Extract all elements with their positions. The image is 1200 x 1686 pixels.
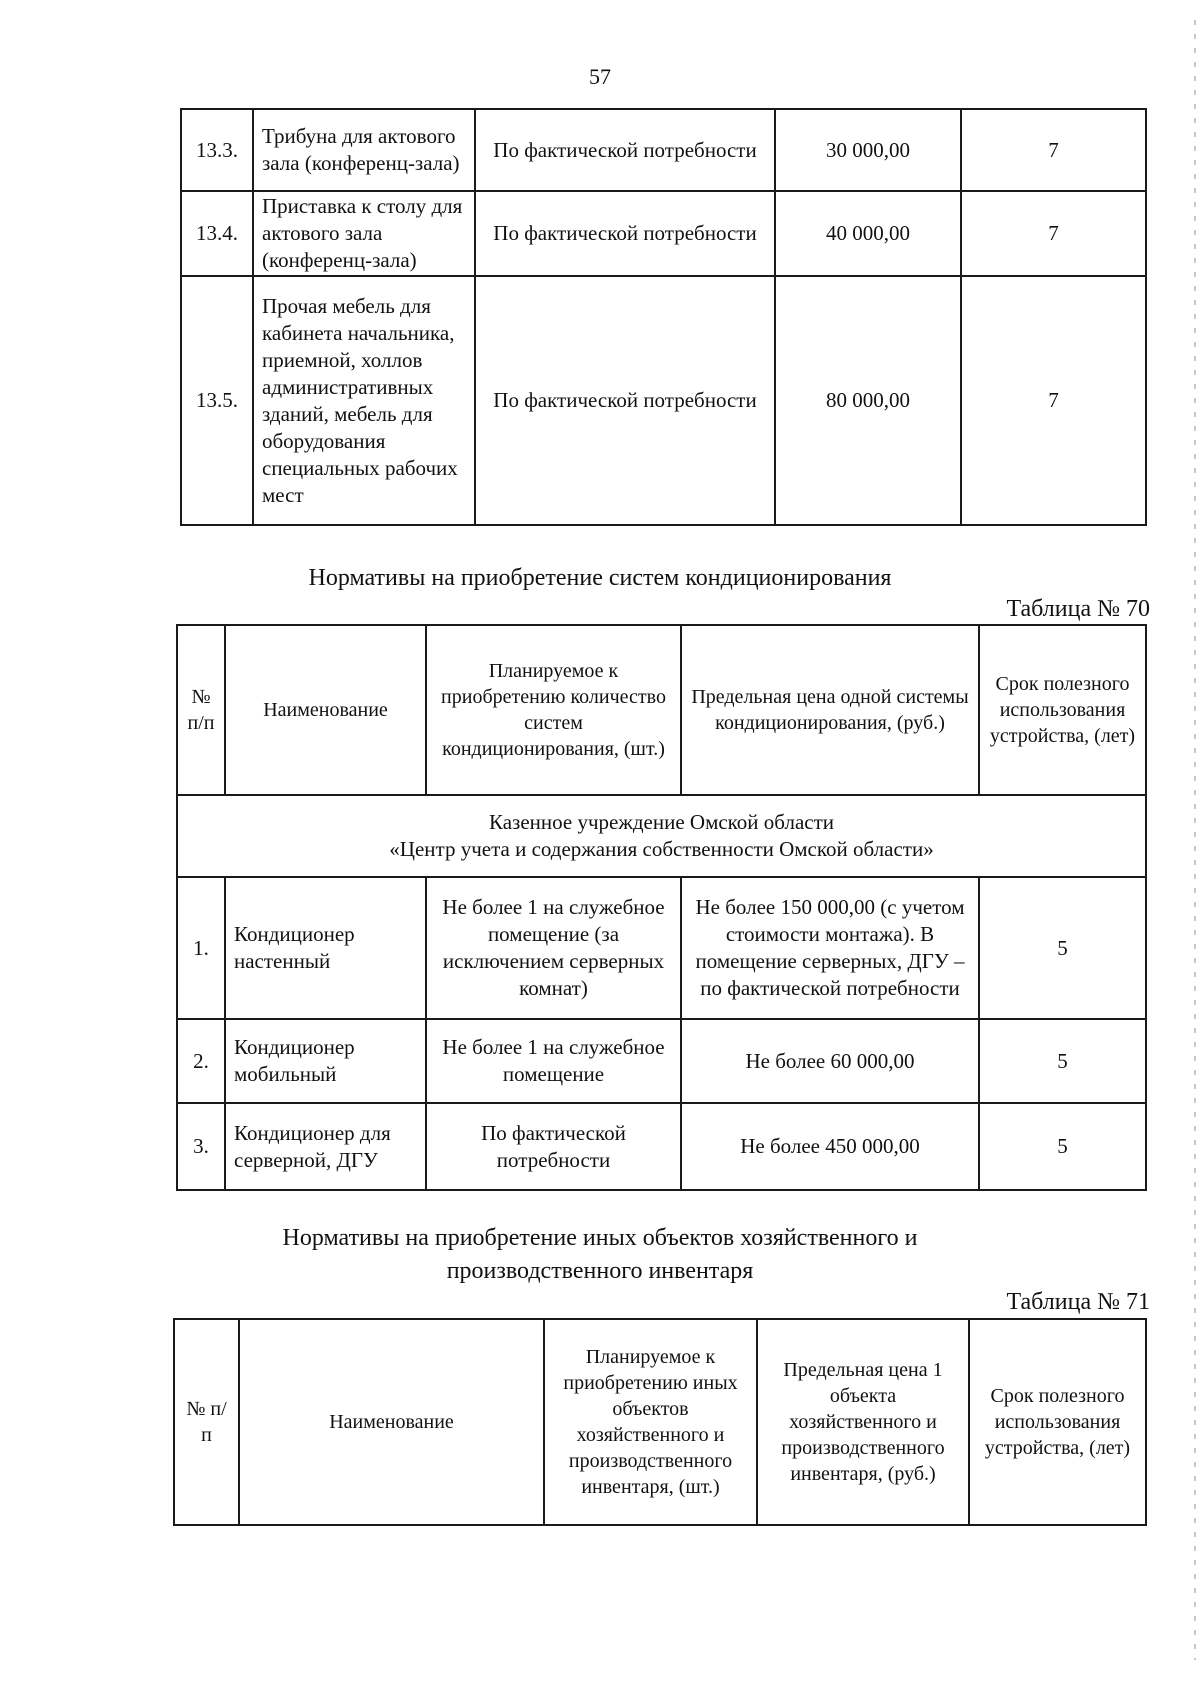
table-row (177, 877, 1146, 1019)
item-term: 7 (961, 276, 1146, 525)
item-price: 80 000,00 (775, 276, 961, 525)
item-name: Трибуна для актового зала (конференц-зала) (253, 109, 475, 191)
page-number: 57 (589, 64, 611, 89)
table-header-row (174, 1319, 1146, 1525)
item-term: 7 (961, 191, 1146, 276)
row-number: 3. (177, 1103, 225, 1190)
table-69-continuation (180, 108, 1147, 526)
header-name: Наименование (225, 625, 426, 795)
item-quantity: По фактической потребности (426, 1103, 681, 1190)
row-number: 13.3. (181, 109, 253, 191)
item-name: Кондиционер для серверной, ДГУ (225, 1103, 426, 1190)
item-price: Не более 60 000,00 (681, 1019, 979, 1103)
section-71-title-line-1: Нормативы на приобретение иных объектов хозяйственного и (282, 1225, 918, 1251)
table-row (181, 276, 1146, 525)
header-term: Срок полезного использования устройства, (лет) (979, 625, 1146, 795)
organization-row (177, 795, 1146, 877)
section-70-title: Нормативы на приобретение систем кондиционирования (308, 565, 892, 591)
table-70 (176, 624, 1147, 1191)
item-quantity: По фактической потребности (475, 276, 775, 525)
organization-name (177, 795, 1146, 877)
organization-line-2: «Центр учета и содержания собственности Омской области» (389, 837, 934, 861)
item-price: Не более 150 000,00 (с учетом стоимости монтажа). В помещение серверных, ДГУ – по фактической потребности (681, 877, 979, 1019)
header-quantity: Планируемое к приобретению количество систем кондиционирования, (шт.) (426, 625, 681, 795)
row-number: 13.4. (181, 191, 253, 276)
item-quantity: По фактической потребности (475, 191, 775, 276)
header-num: № п/п (174, 1319, 239, 1525)
row-number: 2. (177, 1019, 225, 1103)
table-71-label: Таблица № 71 (1006, 1289, 1150, 1315)
table-70-label: Таблица № 70 (1006, 596, 1150, 622)
item-name: Кондиционер мобильный (225, 1019, 426, 1103)
table-row (181, 191, 1146, 276)
row-number: 13.5. (181, 276, 253, 525)
header-name: Наименование (239, 1319, 544, 1525)
header-term: Срок полезного использования устройства, (лет) (969, 1319, 1146, 1525)
item-term: 5 (979, 1103, 1146, 1190)
table-row (177, 1019, 1146, 1103)
item-name: Приставка к столу для актового зала (конференц-зала) (253, 191, 475, 276)
item-term: 7 (961, 109, 1146, 191)
item-term: 5 (979, 1019, 1146, 1103)
header-price: Предельная цена 1 объекта хозяйственного и производственного инвентаря, (руб.) (757, 1319, 969, 1525)
table-header-row (177, 625, 1146, 795)
item-price: Не более 450 000,00 (681, 1103, 979, 1190)
section-71-title (0, 1222, 1200, 1288)
table-row (177, 1103, 1146, 1190)
item-price: 30 000,00 (775, 109, 961, 191)
table-71 (173, 1318, 1147, 1526)
scan-edge-mark (1194, 20, 1196, 1660)
item-name: Прочая мебель для кабинета начальника, приемной, холлов административных зданий, мебель для оборудования специальных рабочих мест (253, 276, 475, 525)
organization-line-1: Казенное учреждение Омской области (488, 810, 834, 834)
header-quantity: Планируемое к приобретению иных объектов хозяйственного и производственного инвентаря, (шт.) (544, 1319, 757, 1525)
item-quantity: По фактической потребности (475, 109, 775, 191)
header-price: Предельная цена одной системы кондиционирования, (руб.) (681, 625, 979, 795)
section-71-title-line-2: производственного инвентаря (446, 1258, 754, 1284)
item-quantity: Не более 1 на служебное помещение (426, 1019, 681, 1103)
row-number: 1. (177, 877, 225, 1019)
item-name: Кондиционер настенный (225, 877, 426, 1019)
item-term: 5 (979, 877, 1146, 1019)
item-price: 40 000,00 (775, 191, 961, 276)
item-quantity: Не более 1 на служебное помещение (за исключением серверных комнат) (426, 877, 681, 1019)
header-num: № п/п (177, 625, 225, 795)
table-row (181, 109, 1146, 191)
